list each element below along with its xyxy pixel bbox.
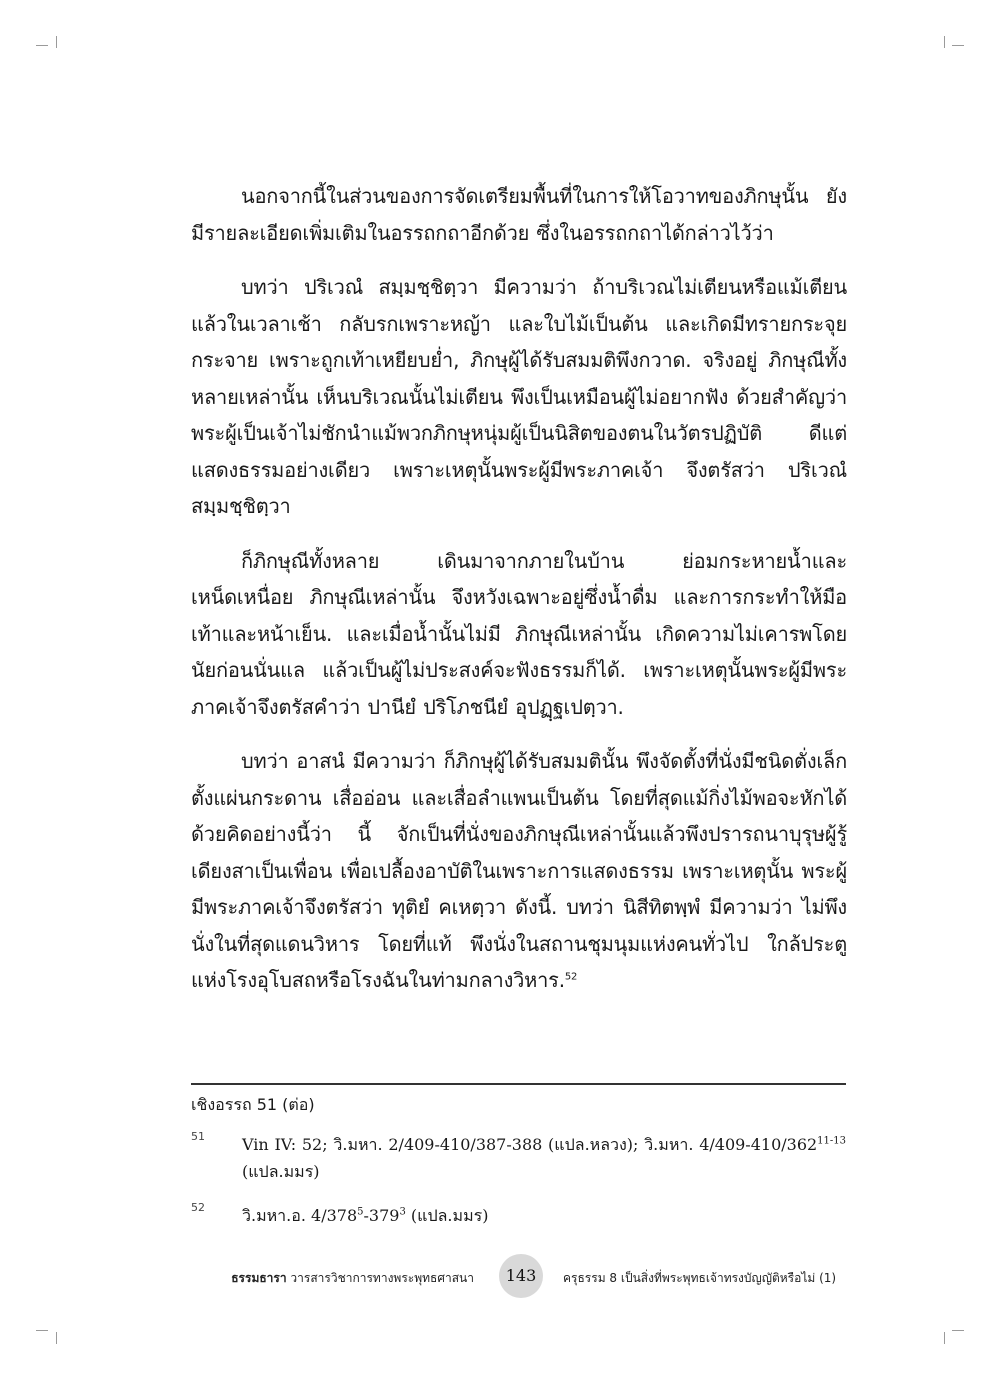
crop-mark — [944, 36, 945, 48]
crop-mark — [944, 1332, 945, 1344]
paragraph-text: บทว่า อาสนํ มีความว่า ก็ภิกษุผู้ได้รับสมมตินั้น พึงจัดตั้งที่นั่งมีชนิดตั่งเล็ก ตั้งแผ่นกระดาน เสื่ออ่อน และเสื่อลำแพนเป็นต้น โดยที่สุดแม้กิ่งไม้พอจะหักได้ ด้วยคิดอย่างนี้ว่า นี้ จักเป็นที่นั่งของภิกษุณีเหล่านั้นแล้วพึงปรารถนาบุรุษผู้รู้เดียงสาเป็นเพื่อน เพื่อเปลื้องอาบัติในเพราะการแสดงธรรม เพราะเหตุนั้น พระผู้มีพระภาคเจ้าจึงตรัสว่า ทุติยํ คเหตฺวา ดังนี้. บทว่า นิสีทิตพฺพํ มีความว่า ไม่พึงนั่งในที่สุดแดนวิหาร โดยที่แท้ พึงนั่งในสถานชุมนุมแห่งคนทั่วไป ใกล้ประตูแห่งโรงอุโบสถหรือโรงฉันในท่ามกลางวิหาร. — [191, 749, 847, 992]
footnote-number: 51 — [191, 1130, 205, 1143]
crop-mark — [56, 36, 57, 48]
crop-mark — [952, 45, 964, 46]
footnote-text: วิ.มหา.อ. $4/378^5-379^3$ (แปล.มมร) — [242, 1206, 489, 1225]
crop-mark — [36, 45, 48, 46]
paragraph: ก็ภิกษุณีทั้งหลาย เดินมาจากภายในบ้าน ย่อมกระหายน้ำและเหน็ดเหนื่อย ภิกษุณีเหล่านั้น จึงหวังเฉพาะอยู่ซึ่งน้ำดื่ม และการกระทำให้มือเท้าและหน้าเย็น. และเมื่อน้ำนั้นไม่มี ภิกษุณีเหล่านั้น เกิดความไม่เคารพโดยนัยก่อนนั่นแล แล้วเป็นผู้ไม่ประสงค์จะฟังธรรมก็ได้. เพราะเหตุนั้นพระผู้มีพระภาคเจ้าจึงตรัสคำว่า ปานียํ ปริโภชนียํ อุปฏฺฐเปตฺวา. — [191, 548, 847, 719]
footnote-number: 52 — [191, 1201, 205, 1214]
crop-mark — [36, 1330, 48, 1331]
paragraph: บทว่า ปริเวณํ สมฺมชฺชิตฺวา มีความว่า ถ้าบริเวณไม่เตียนหรือแม้เตียนแล้วในเวลาเช้า กลับรกเพราะหญ้า และใบไม้เป็นต้น และเกิดมีทรายกระจุยกระจาย เพราะถูกเท้าเหยียบย่ำ, ภิกษุผู้ได้รับสมมติพึงกวาด. จริงอยู่ ภิกษุณีทั้งหลายเหล่านั้น เห็นบริเวณนั้นไม่เตียน พึงเป็นเหมือนผู้ไม่อยากฟัง ด้วยสำคัญว่า พระผู้เป็นเจ้าไม่ชักนำแม้พวกภิกษุหนุ่มผู้เป็นนิสิตของตนในวัตรปฏิบัติ ดีแต่แสดงธรรมอย่างเดียว เพราะเหตุนั้นพระผู้มีพระภาคเจ้า จึงตรัสว่า ปริเวณํ สมฺมชฺชิตฺวา — [191, 275, 847, 518]
paragraph: นอกจากนี้ในส่วนของการจัดเตรียมพื้นที่ในการให้โอวาทของภิกษุนั้น ยังมีรายละเอียดเพิ่มเติมในอรรถกถาอีกด้วย ซึ่งในอรรถกถาได้กล่าวไว้ว่า — [191, 184, 847, 245]
footnote-continued-label: เชิงอรรถ 51 (ต่อ) — [191, 1095, 315, 1114]
paragraph — [191, 743, 847, 999]
journal-subtitle: วารสารวิชาการทางพระพุทธศาสนา — [286, 1271, 474, 1285]
footnote-reference: 52 — [564, 971, 578, 983]
page-footer — [0, 1254, 1000, 1298]
footnote-text: Vin IV: 52; วิ.มหา. 2/409-410/387-388 (แปล.หลวง); วิ.มหา. 4/409-410/362$^{11-13}$ (แปล.มมร) — [242, 1135, 846, 1181]
page-number: 143 — [499, 1254, 543, 1298]
footnote-divider — [191, 1083, 846, 1085]
journal-name: ธรรมธารา — [231, 1271, 287, 1285]
crop-mark — [952, 1330, 964, 1331]
article-title: ครุธรรม 8 เป็นสิ่งที่พระพุทธเจ้าทรงบัญญัติหรือไม่ (1) — [563, 1271, 837, 1285]
crop-mark — [56, 1332, 57, 1344]
journal-title — [231, 1269, 474, 1288]
body-text — [191, 178, 847, 1017]
